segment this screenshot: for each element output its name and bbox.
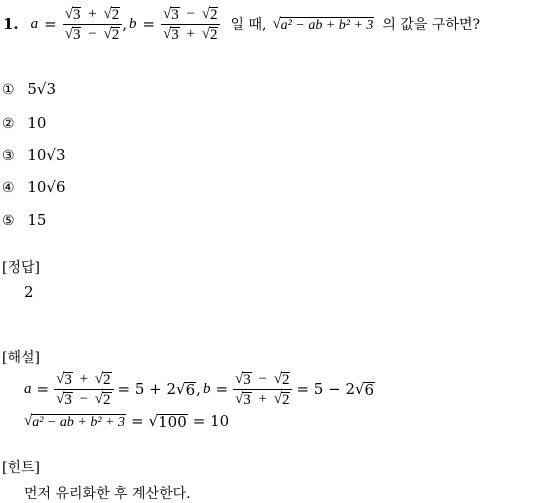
explanation-heading: [해설] — [2, 350, 40, 366]
answer-value: 2 — [24, 283, 34, 301]
explanation-line-1: a = √ 3 + √ 2 √ 3 − √ 2 = 5 + 2 √ 6 , b = √ 3 − √ 2 √ 3 + √ 2 = 5 − 2 √ 6 — [24, 370, 375, 408]
explanation-line-2: √ a² − ab + b² + 3 = √ 100 = 10 — [24, 411, 230, 431]
question-tail: 의 값을 구하면? — [382, 17, 480, 33]
option-mark: ① — [2, 82, 15, 98]
question-number: 1. — [3, 15, 19, 33]
option-5[interactable] — [2, 211, 46, 229]
radical-expression: √ a² − ab + b² + 3 — [272, 15, 374, 33]
option-3[interactable] — [2, 146, 66, 164]
option-text: 10√3 — [27, 146, 66, 164]
answer-heading: [정답] — [2, 260, 40, 276]
var-a: a — [30, 15, 39, 32]
option-2[interactable] — [2, 114, 46, 132]
option-text: 15 — [27, 211, 47, 229]
option-mark: ② — [2, 116, 15, 132]
hint-text: 먼저 유리화한 후 계산한다. — [24, 486, 191, 502]
question: 1. a = √ 3 + √ 2 √ 3 − √ 2 , b = √ 3 − √ 2 √ 3 + √ 2 일 때, √ a² − ab + b² + 3 의 값을 구하면? — [3, 5, 480, 43]
option-text: 10 — [27, 114, 47, 132]
option-mark: ④ — [2, 180, 15, 196]
option-mark: ③ — [2, 148, 15, 164]
option-text: 10√6 — [27, 178, 66, 196]
eq-sign: = — [44, 15, 57, 33]
option-4[interactable] — [2, 178, 66, 196]
fraction-a: √ 3 + √ 2 √ 3 − √ 2 — [63, 6, 122, 43]
hint-heading: [힌트] — [2, 460, 40, 476]
fraction-b: √ 3 − √ 2 √ 3 + √ 2 — [161, 6, 220, 43]
var-b: b — [128, 15, 137, 32]
option-text: 5√3 — [27, 80, 56, 98]
option-mark: ⑤ — [2, 213, 15, 229]
option-1[interactable] — [2, 80, 56, 98]
question-suffix: 일 때, — [230, 17, 267, 33]
